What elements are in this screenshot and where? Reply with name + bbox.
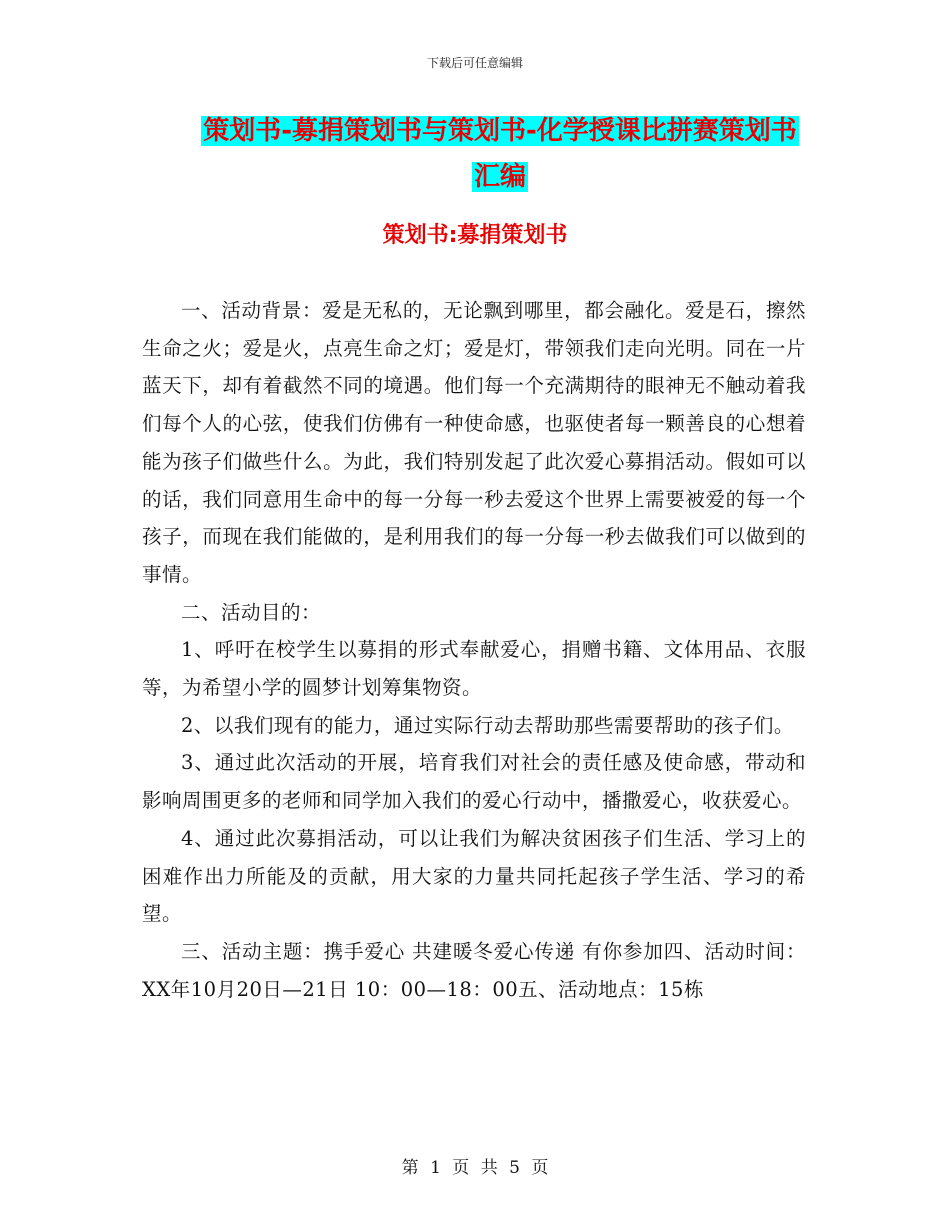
paragraph-purpose-heading: 二、活动目的： bbox=[181, 600, 322, 624]
page-number-footer: 第 1 页 共 5 页 bbox=[401, 1158, 549, 1178]
paragraph-purpose-1: 1、呼吁在校学生以募捐的形式奉献爱心，捐赠书籍、文体用品、衣服等，为希望小学的圆梦计划筹集物资。 bbox=[142, 638, 806, 700]
section-title: 策划书:募捐策划书 bbox=[382, 223, 568, 248]
document-title bbox=[150, 108, 850, 200]
paragraph-background: 一、活动背景：爱是无私的，无论飘到哪里，都会融化。爱是石，擦然生命之火；爱是火，点亮生命之灯；爱是灯，带领我们走向光明。同在一片蓝天下，却有着截然不同的境遇。他们每一个充满期待的眼神无不触动着我们每个人的心弦，使我们仿佛有一种使命感，也驱使者每一颗善良的心想着能为孩子们做些什么。为此，我们特别发起了此次爱心募捐活动。假如可以的话，我们同意用生命中的每一分每一秒去爱这个世界上需要被爱的每一个孩子，而现在我们能做的，是利用我们的每一分每一秒去做我们可以做到的事情。 bbox=[142, 299, 806, 586]
body-text bbox=[142, 292, 806, 1008]
paragraph-theme-time-place: 三、活动主题：携手爱心 共建暖冬爱心传递 有你参加四、活动时间：XX年10月20日—21日 10：00—18：00五、活动地点：15栋 bbox=[142, 939, 806, 1001]
paragraph-purpose-3: 3、通过此次活动的开展，培育我们对社会的责任感及使命感，带动和影响周围更多的老师和同学加入我们的爱心行动中，播撒爱心，收获爱心。 bbox=[142, 751, 806, 813]
paragraph-purpose-2: 2、以我们现有的能力，通过实际行动去帮助那些需要帮助的孩子们。 bbox=[181, 713, 794, 737]
paragraph-purpose-4: 4、通过此次募捐活动，可以让我们为解决贫困孩子们生活、学习上的困难作出力所能及的贡献，用大家的力量共同托起孩子学生活、学习的希望。 bbox=[142, 826, 806, 926]
header-note: 下载后可任意编辑 bbox=[426, 56, 523, 70]
document-title-line2: 汇编 bbox=[473, 162, 526, 192]
document-title-line1: 策划书-募捐策划书与策划书-化学授课比拼赛策划书 bbox=[203, 116, 797, 146]
